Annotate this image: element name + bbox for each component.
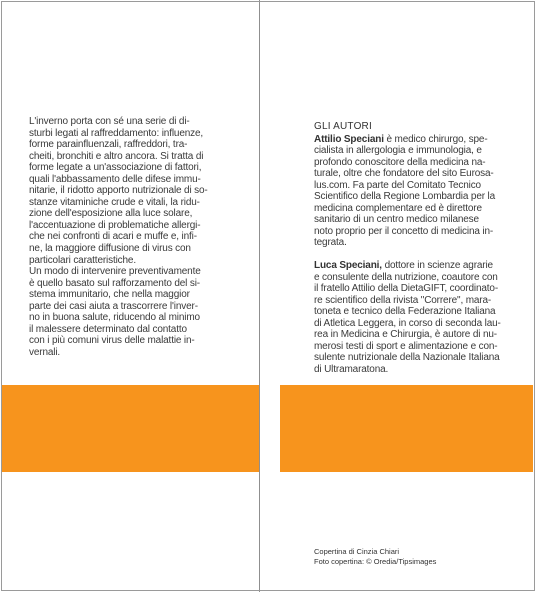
text-line: noto proprio per il concetto di medicina in-	[314, 225, 494, 237]
text-line: sturbi legati al raffreddamento: influenze,	[29, 127, 204, 139]
bio-line-rest: dottore in scienze agrarie	[381, 260, 493, 272]
cover-design-credit: Copertina di Cinzia Chiari	[314, 547, 400, 556]
authors-section	[314, 121, 514, 375]
text-line: ne, la maggiore diffusione di virus con	[29, 243, 191, 255]
text-line: cialista in allergologia e immunologia, e	[314, 145, 482, 157]
text-line: di Atletica Leggera, in corso di seconda lau-	[314, 317, 501, 329]
text-line: parte dei casi aiuta a trascorrere l'inver-	[29, 300, 198, 312]
authors-heading: GLI AUTORI	[314, 121, 372, 132]
bio-lines	[314, 145, 514, 249]
text-line: il malessere determinato dal contatto	[29, 323, 187, 335]
text-line: l'accentuazione di problematiche allergi-	[29, 219, 201, 231]
text-line: vernali.	[29, 346, 61, 358]
text-line: forme parainfluenzali, raffreddori, tra-	[29, 139, 188, 151]
text-line: cheiti, bronchiti e altro ancora. Si tratta di	[29, 150, 204, 162]
author-bio-luca	[314, 260, 514, 375]
text-line: forme legate a un'associazione di fattori,	[29, 162, 202, 174]
text-line: Scientifico della Regione Lombardia per la	[314, 191, 496, 203]
text-line: profondo conoscitore della medicina na-	[314, 156, 486, 168]
text-line: medicina complementare ed è direttore	[314, 202, 482, 214]
bio-lines	[314, 272, 514, 376]
text-line: merosi testi di sport e alimentazione e con-	[314, 340, 498, 352]
text-line: toneta e tecnico della Federazione Italiana	[314, 306, 496, 318]
text-line: il fratello Attilio della DietaGIFT, coordinato-	[314, 283, 498, 295]
text-line: stema immunitario, che nella maggior	[29, 289, 190, 301]
text-line: stanze vitaminiche crude e vitali, la ridu-	[29, 196, 200, 208]
bio-line-rest: è medico chirurgo, spe-	[383, 133, 488, 145]
orange-band-right	[280, 385, 533, 472]
blurb-text	[29, 116, 247, 358]
cover-photo-credit: Foto copertina: © Oredia/Tipsimages	[314, 556, 437, 566]
bio-line	[314, 260, 514, 272]
bio-line	[314, 134, 514, 146]
text-line: L'inverno porta con sé una serie di di-	[29, 116, 190, 127]
text-line: che nei confronti di acari e muffe e, infi-	[29, 231, 197, 243]
orange-band-left	[2, 385, 259, 472]
author-name-attilio: Attilio Speciani	[314, 133, 384, 145]
text-line: particolari caratteristiche.	[29, 254, 136, 266]
author-name-luca: Luca Speciani,	[314, 260, 382, 272]
text-line: zione dell'esposizione alla luce solare,	[29, 208, 193, 220]
cover-credits	[314, 547, 436, 566]
text-line: tegrata.	[314, 237, 347, 249]
text-line: con i più comuni virus delle malattie in-	[29, 335, 195, 347]
text-line: Un modo di intervenire preventivamente	[29, 266, 201, 278]
text-line: sanitario di un centro medico milanese	[314, 214, 479, 226]
text-line: lus.com. Fa parte del Comitato Tecnico	[314, 179, 481, 191]
author-bio-attilio	[314, 134, 514, 249]
fold-divider	[259, 0, 260, 592]
text-line: di Ultramaratona.	[314, 363, 389, 375]
text-line: e consulente della nutrizione, coautore con	[314, 271, 498, 283]
text-line: rea in Medicina e Chirurgia, è autore di nu-	[314, 329, 497, 341]
text-line: re scientifico della rivista "Correre", mara-	[314, 294, 492, 306]
text-line: sulente nutrizionale della Nazionale Italiana	[314, 352, 500, 364]
text-line: nitarie, il ridotto apporto nutrizionale di so-	[29, 185, 208, 197]
text-line: no in buona salute, riducendo al minimo	[29, 312, 200, 324]
text-line: è quello basato sul rafforzamento del si-	[29, 277, 200, 289]
paragraph-gap	[314, 249, 514, 260]
text-line: turale, oltre che fondatore del sito Eurosa-	[314, 168, 494, 180]
text-line: quali l'abbassamento delle difese immu-	[29, 173, 201, 185]
